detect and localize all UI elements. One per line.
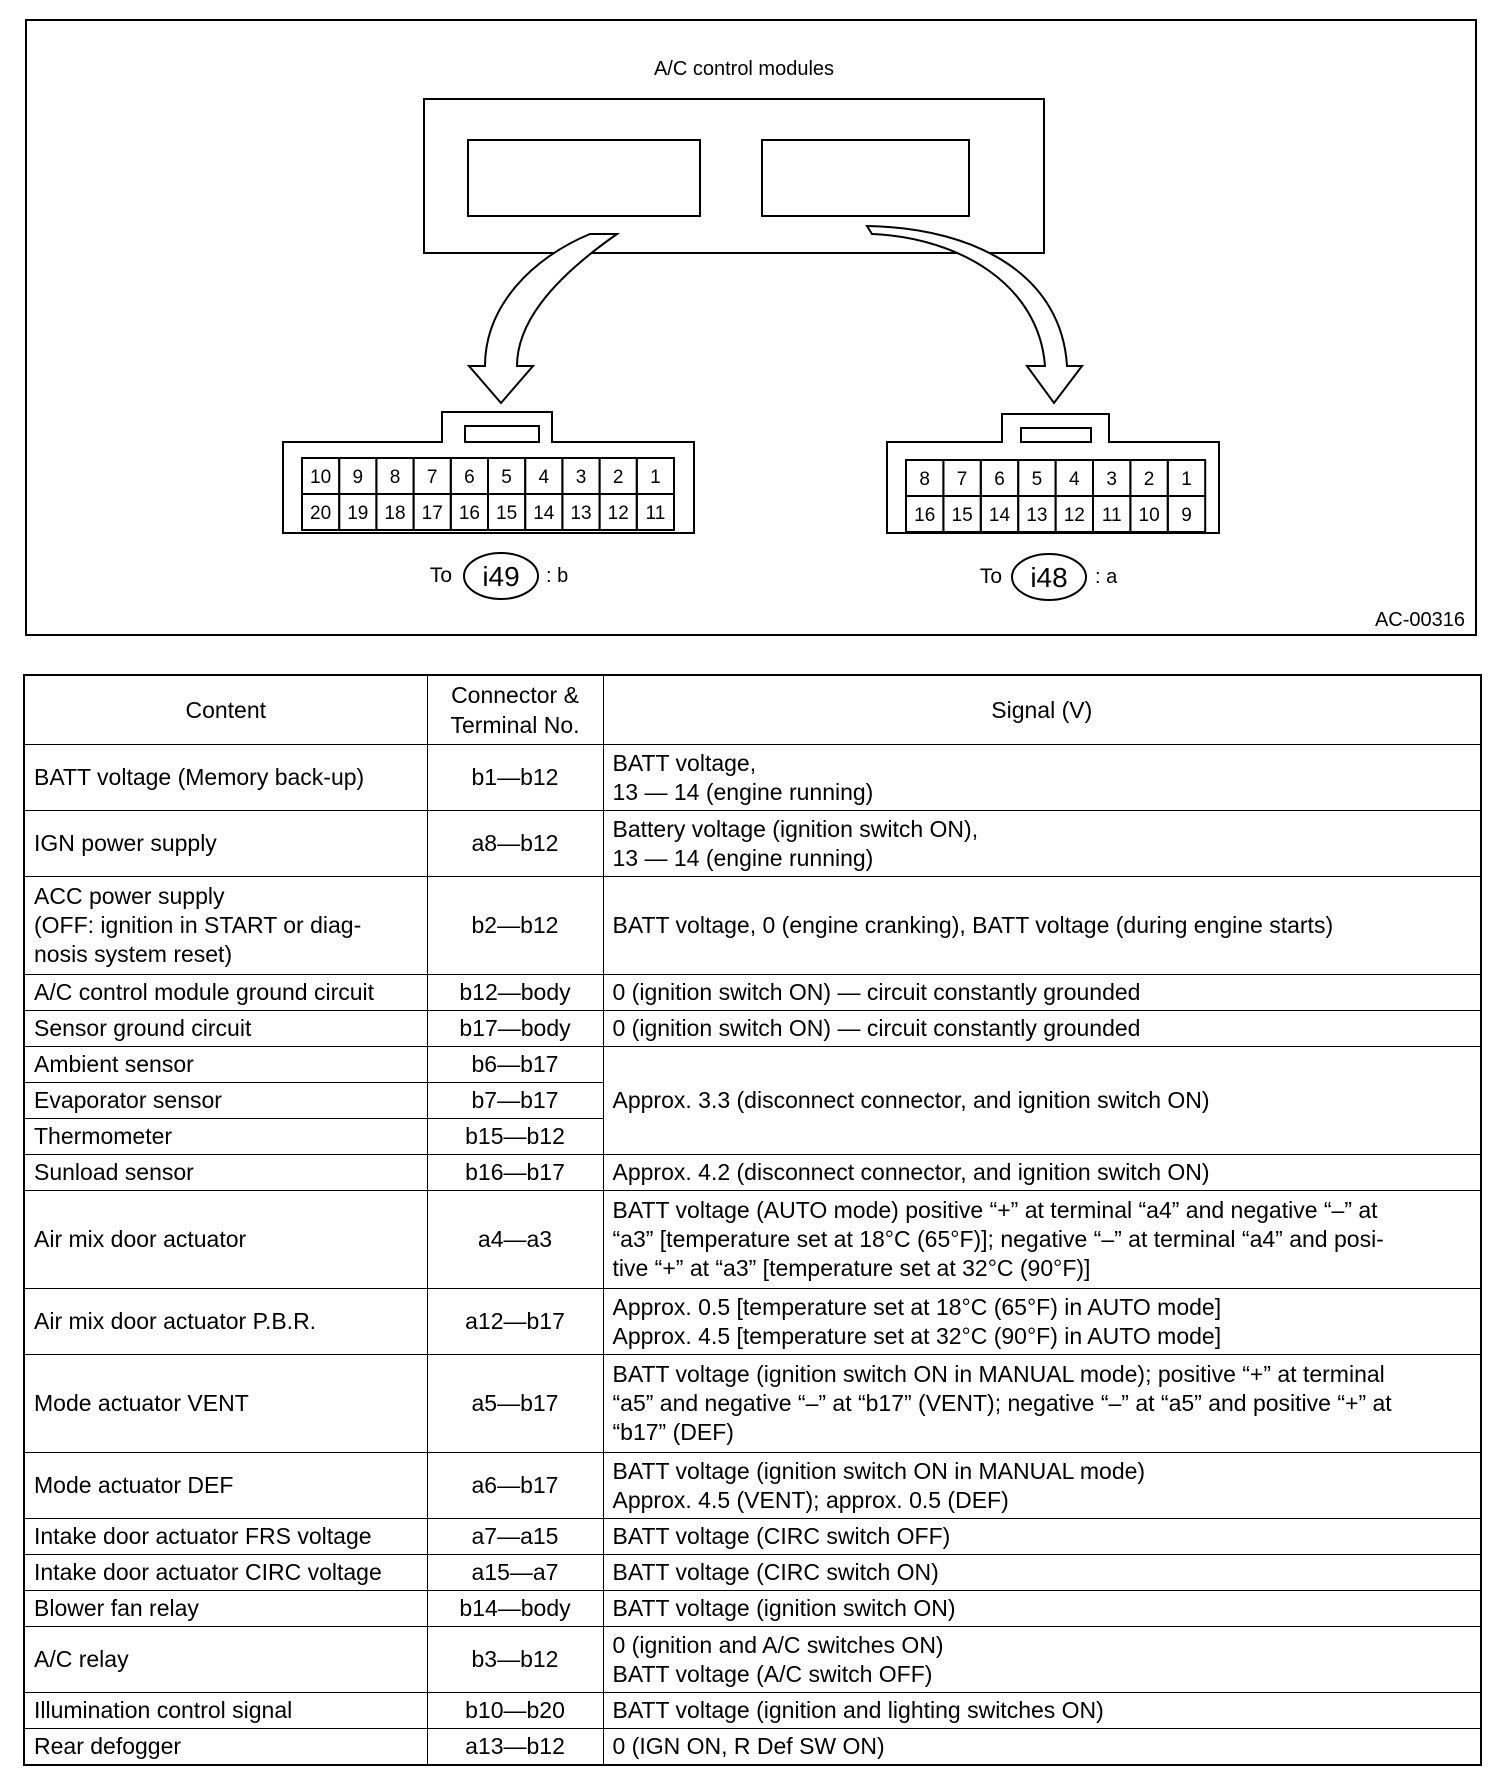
- signal-table: [23, 674, 1482, 1766]
- terminal-number: 7: [426, 467, 438, 488]
- cell-connector: b7—b17: [427, 1083, 603, 1119]
- cell-connector: b1—b12: [427, 745, 603, 811]
- cell-signal: 0 (ignition switch ON) — circuit constantly grounded: [603, 1011, 1481, 1047]
- cell-content: ACC power supply (OFF: ignition in START or diag- nosis system reset): [24, 877, 427, 975]
- connector-b-to-label: To: [429, 564, 452, 587]
- terminal-number: 9: [352, 467, 364, 488]
- table-row: [24, 745, 1481, 811]
- terminal-number: 19: [347, 503, 369, 524]
- table-row: [24, 1591, 1481, 1627]
- cell-connector: a12—b17: [427, 1289, 603, 1355]
- terminal-number: 1: [1181, 469, 1192, 490]
- cell-content: Air mix door actuator P.B.R.: [24, 1289, 427, 1355]
- table-row: [24, 1729, 1481, 1765]
- connector-b-suffix: : b: [546, 565, 569, 587]
- cell-connector: a5—b17: [427, 1355, 603, 1453]
- cell-connector: b12—body: [427, 975, 603, 1011]
- terminal-number: 18: [384, 503, 406, 524]
- connector-diagram: [27, 21, 1479, 638]
- terminal-number: 8: [389, 467, 401, 488]
- table-row: [24, 1453, 1481, 1519]
- cell-signal: Battery voltage (ignition switch ON), 13 — 14 (engine running): [603, 811, 1481, 877]
- cell-signal: Approx. 3.3 (disconnect connector, and ignition switch ON): [603, 1047, 1481, 1155]
- table-row: [24, 1693, 1481, 1729]
- cell-signal: BATT voltage (ignition switch ON in MANUAL mode); positive “+” at terminal “a5” and negative “–” at “b17” (VENT); negative “–” at “a5” and positive “+” at “b17” (DEF): [603, 1355, 1481, 1453]
- diagram-title: A/C control modules: [653, 58, 835, 80]
- figure-reference-code: AC-00316: [1374, 609, 1465, 631]
- terminal-number: 15: [496, 503, 518, 524]
- terminal-number: 6: [994, 469, 1005, 490]
- cell-connector: a4—a3: [427, 1191, 603, 1289]
- terminal-number: 1: [650, 467, 661, 488]
- terminal-number: 5: [1031, 469, 1043, 490]
- table-row: [24, 1155, 1481, 1191]
- cell-connector: a6—b17: [427, 1453, 603, 1519]
- cell-content: Thermometer: [24, 1119, 427, 1155]
- terminal-number: 12: [607, 503, 629, 524]
- table-row: [24, 975, 1481, 1011]
- module-socket-left: [468, 140, 700, 216]
- connector-a-to-label: To: [979, 565, 1002, 588]
- cell-content: BATT voltage (Memory back-up): [24, 745, 427, 811]
- arrow-to-connector-b: [469, 234, 617, 403]
- cell-connector: a15—a7: [427, 1555, 603, 1591]
- cell-content: Intake door actuator FRS voltage: [24, 1519, 427, 1555]
- cell-content: Sunload sensor: [24, 1155, 427, 1191]
- table-row: [24, 1289, 1481, 1355]
- terminal-number: 4: [1069, 469, 1080, 490]
- cell-connector: b16—b17: [427, 1155, 603, 1191]
- cell-content: A/C control module ground circuit: [24, 975, 427, 1011]
- terminal-number: 8: [919, 469, 930, 490]
- cell-signal: 0 (ignition switch ON) — circuit constantly grounded: [603, 975, 1481, 1011]
- cell-connector: b17—body: [427, 1011, 603, 1047]
- cell-connector: b6—b17: [427, 1047, 603, 1083]
- cell-connector: b2—b12: [427, 877, 603, 975]
- connector-a: [887, 414, 1219, 533]
- terminal-number: 11: [645, 503, 666, 524]
- cell-signal: BATT voltage (ignition and lighting switches ON): [603, 1693, 1481, 1729]
- control-module-housing: [424, 99, 1044, 253]
- table-row: [24, 1047, 1481, 1083]
- terminal-number: 10: [310, 467, 332, 488]
- cell-connector: a8—b12: [427, 811, 603, 877]
- terminal-number: 10: [1138, 505, 1160, 526]
- cell-connector: b3—b12: [427, 1627, 603, 1693]
- cell-content: Intake door actuator CIRC voltage: [24, 1555, 427, 1591]
- terminal-number: 17: [421, 503, 443, 524]
- table-row: [24, 811, 1481, 877]
- header-signal: Signal (V): [603, 675, 1481, 745]
- table-row: [24, 877, 1481, 975]
- terminal-number: 7: [956, 469, 968, 490]
- module-socket-right: [762, 140, 969, 216]
- cell-content: IGN power supply: [24, 811, 427, 877]
- table-row: [24, 1355, 1481, 1453]
- cell-signal: Approx. 4.2 (disconnect connector, and ignition switch ON): [603, 1155, 1481, 1191]
- cell-signal: BATT voltage, 0 (engine cranking), BATT voltage (during engine starts): [603, 877, 1481, 975]
- connector-diagram-panel: [25, 19, 1477, 636]
- cell-content: Blower fan relay: [24, 1591, 427, 1627]
- cell-content: Rear defogger: [24, 1729, 427, 1765]
- cell-signal: 0 (IGN ON, R Def SW ON): [603, 1729, 1481, 1765]
- cell-content: Air mix door actuator: [24, 1191, 427, 1289]
- cell-signal: BATT voltage (AUTO mode) positive “+” at terminal “a4” and negative “–” at “a3” [temperature set at 18°C (65°F)]; negative “–” at terminal “a4” and posi- tive “+” at “a3” [temperature set at 32°C (90°F)]: [603, 1191, 1481, 1289]
- cell-signal: 0 (ignition and A/C switches ON) BATT voltage (A/C switch OFF): [603, 1627, 1481, 1693]
- cell-signal: BATT voltage (CIRC switch ON): [603, 1555, 1481, 1591]
- cell-connector: b14—body: [427, 1591, 603, 1627]
- connector-b: [283, 412, 694, 533]
- terminal-number: 9: [1181, 505, 1192, 526]
- terminal-number: 4: [538, 467, 550, 488]
- terminal-number: 2: [612, 467, 624, 488]
- cell-connector: a13—b12: [427, 1729, 603, 1765]
- cell-signal: BATT voltage (CIRC switch OFF): [603, 1519, 1481, 1555]
- terminal-number: 15: [951, 505, 973, 526]
- table-row: [24, 1191, 1481, 1289]
- terminal-number: 13: [570, 503, 592, 524]
- terminal-number: 20: [310, 503, 332, 524]
- cell-content: Ambient sensor: [24, 1047, 427, 1083]
- cell-connector: a7—a15: [427, 1519, 603, 1555]
- terminal-number: 6: [464, 467, 475, 488]
- terminal-number: 12: [1063, 505, 1085, 526]
- terminal-number: 3: [575, 467, 587, 488]
- cell-content: Mode actuator VENT: [24, 1355, 427, 1453]
- header-content: Content: [24, 675, 427, 745]
- cell-content: Illumination control signal: [24, 1693, 427, 1729]
- cell-signal: BATT voltage (ignition switch ON in MANUAL mode) Approx. 4.5 (VENT); approx. 0.5 (DEF): [603, 1453, 1481, 1519]
- cell-content: Mode actuator DEF: [24, 1453, 427, 1519]
- table-row: [24, 1627, 1481, 1693]
- header-connector: Connector & Terminal No.: [427, 675, 603, 745]
- table-header-row: [24, 675, 1481, 745]
- cell-content: A/C relay: [24, 1627, 427, 1693]
- cell-signal: Approx. 0.5 [temperature set at 18°C (65°F) in AUTO mode] Approx. 4.5 [temperature set at 32°C (90°F) in AUTO mode]: [603, 1289, 1481, 1355]
- connector-a-id: i48: [1030, 562, 1068, 593]
- terminal-number: 11: [1101, 505, 1122, 526]
- table-row: [24, 1519, 1481, 1555]
- terminal-number: 2: [1143, 469, 1155, 490]
- terminal-number: 13: [1026, 505, 1048, 526]
- terminal-number: 14: [533, 503, 555, 524]
- table-row: [24, 1011, 1481, 1047]
- terminal-number: 16: [458, 503, 480, 524]
- cell-content: Sensor ground circuit: [24, 1011, 427, 1047]
- table-row: [24, 1555, 1481, 1591]
- cell-signal: BATT voltage, 13 — 14 (engine running): [603, 745, 1481, 811]
- cell-signal: BATT voltage (ignition switch ON): [603, 1591, 1481, 1627]
- cell-connector: b15—b12: [427, 1119, 603, 1155]
- terminal-number: 5: [501, 467, 512, 488]
- cell-connector: b10—b20: [427, 1693, 603, 1729]
- terminal-number: 3: [1106, 469, 1117, 490]
- terminal-number: 16: [914, 505, 936, 526]
- connector-a-suffix: : a: [1095, 566, 1118, 588]
- cell-content: Evaporator sensor: [24, 1083, 427, 1119]
- connector-b-id: i49: [482, 561, 520, 592]
- terminal-number: 14: [988, 505, 1011, 526]
